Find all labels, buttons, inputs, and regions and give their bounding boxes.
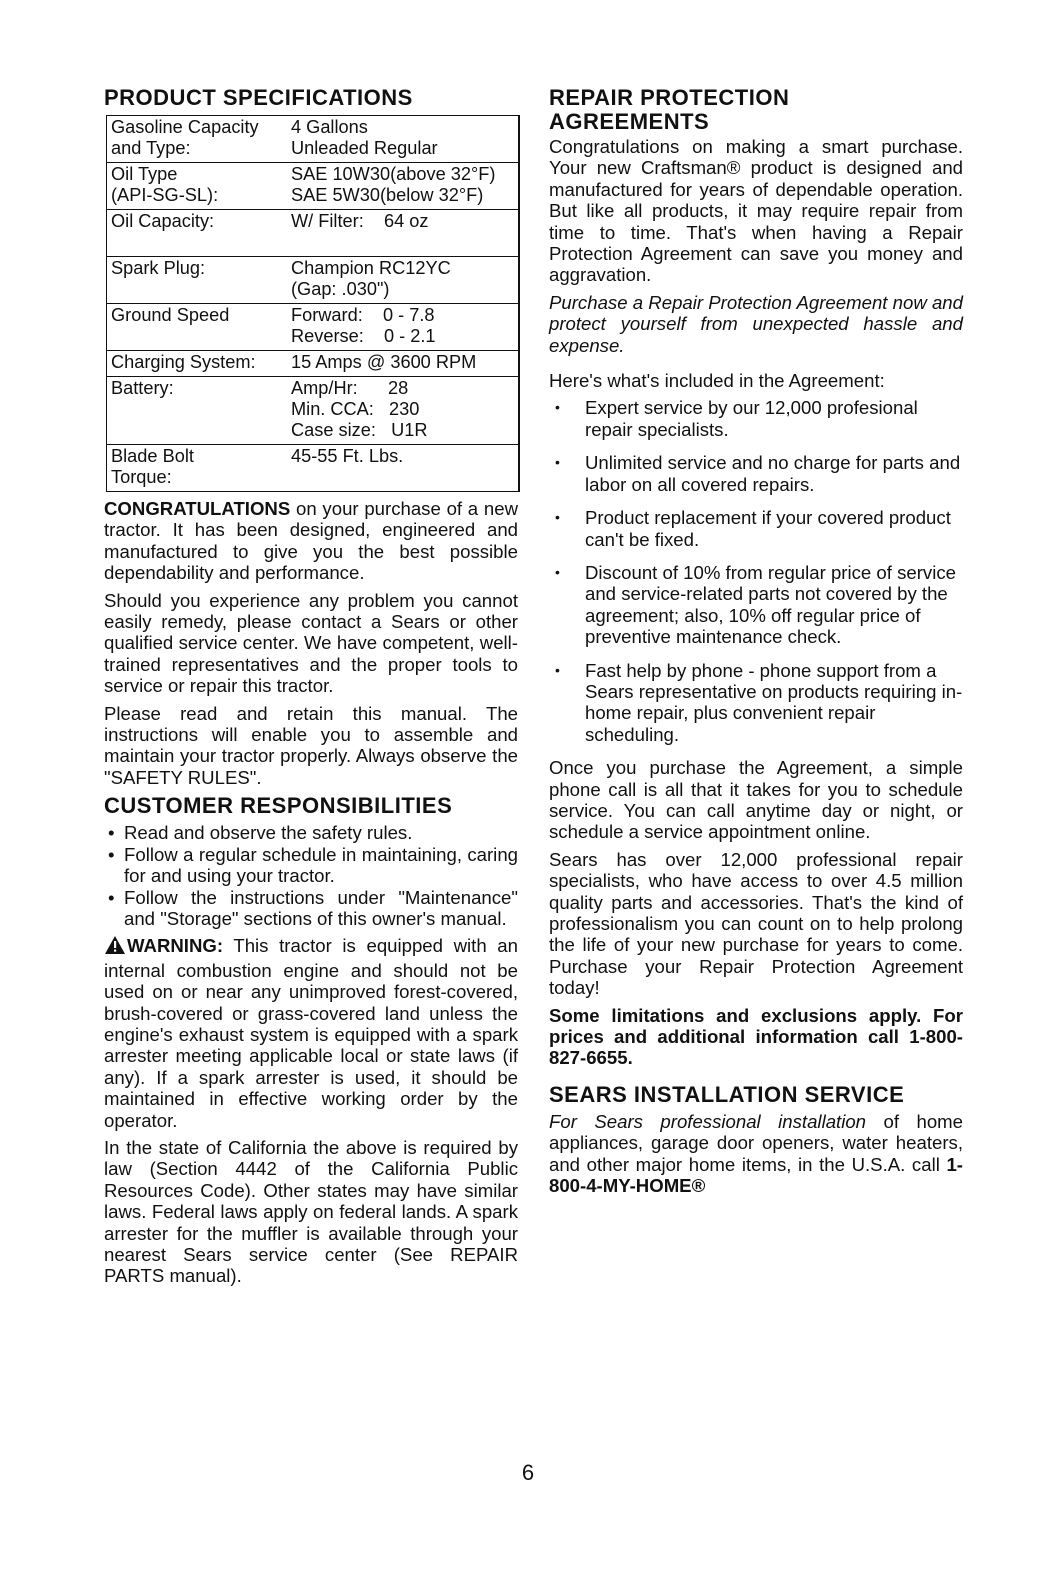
spec-row [107,116,520,163]
warning-triangle-icon [104,935,126,959]
customer-responsibilities-heading: CUSTOMER RESPONSIBILITIES [104,793,453,819]
congratulations-paragraph [104,498,518,584]
rpa-sears-paragraph: Sears has over 12,000 professional repair specialists, who have access to over 4.5 million quality parts and accessories. That's the kind of professionalism you can count on to help prolong the life of your new purchase for years to come. Purchase your Repair Protection Agreement today! [549,848,963,999]
spec-label: Ground Speed [107,304,288,351]
product-specifications-heading: PRODUCT SPECIFICATIONS [104,85,413,110]
spec-row [107,163,520,210]
warning-text: This tractor is equipped with an internal combustion engine and should not be used on or near any unimproved forest-covered, brush-covered or grass-covered land unless the engine's exhaust system is equipped with a spark arrester meeting applicable local or state laws (if any). If a spark arrester is used, it should be maintained in effective working order by the operator. [104,935,518,1131]
spec-label: Charging System: [107,351,288,377]
rpa-intro-paragraph: Congratulations on making a smart purchase. Your new Craftsman® product is designed and manufactured for years of dependable operation. But like all products, it may require repair from time to time. That's when having a Repair Protection Agreement can save you money and aggravation. [549,136,963,286]
rpa-benefit-item: • Fast help by phone - phone support from a Sears representative on products requiring in-home repair, plus convenient repair scheduling. [549,660,963,746]
spec-label: Spark Plug: [107,257,288,304]
rpa-italic-paragraph: Purchase a Repair Protection Agreement now and protect yourself from unexpected hassle and expense. [549,291,963,356]
warning-paragraph [104,935,518,1131]
warning-lead: WARNING: [127,935,224,957]
california-paragraph: In the state of California the above is required by law (Section 4442 of the California Public Resources Code). Other states may have similar laws. Federal laws apply on federal lands. A spark arrester for the muffler is available through your nearest Sears service center (See REPAIR PARTS manual). [104,1136,518,1287]
spec-row [107,210,520,257]
spec-value: 15 Amps @ 3600 RPM [291,352,477,372]
spec-label: Oil Capacity: [107,210,288,257]
spec-value: Forward: 0 - 7.8 Reverse: 0 - 2.1 [291,305,436,346]
congratulations-text: on your purchase of a new tractor. It has been designed, engineered and manufactured to give you the best possible dependability and performance. [104,498,518,584]
spec-value: W/ Filter: 64 oz [291,211,429,231]
left-column [104,86,518,1287]
spec-row [107,257,520,304]
right-column [549,86,963,1196]
rpa-benefit-item: • Product replacement if your covered product can't be fixed. [549,507,963,550]
rpa-once-paragraph: Once you purchase the Agreement, a simple phone call is all that it takes for you to schedule service. You can call anytime day or night, or schedule a service appointment online. [549,757,963,843]
responsibility-item: • Read and observe the safety rules. [104,822,518,843]
read-manual-paragraph: Please read and retain this manual. The instructions will enable you to assemble and maintain your tractor properly. Always observe the "SAFETY RULES". [104,702,518,788]
responsibility-item: • Follow a regular schedule in maintaining, caring for and using your tractor. [104,844,518,887]
installation-italic: For Sears professional installation [549,1110,867,1132]
congratulations-lead: CONGRATULATIONS [104,498,291,519]
specifications-table [106,115,520,492]
spec-label: Battery: [107,377,288,445]
problem-paragraph: Should you experience any problem you cannot easily remedy, please contact a Sears or other qualified service center. We have competent, well-trained representatives and the proper tools to service or repair this tractor. [104,589,518,697]
spec-row [107,377,520,445]
spec-row [107,445,520,492]
spec-label: Oil Type (API-SG-SL): [107,163,288,210]
responsibility-item: • Follow the instructions under "Maintenance" and "Storage" sections of this owner's manual. [104,887,518,930]
spec-row [107,351,520,377]
installation-text: of home appliances, garage door openers, water heaters, and other major home items, in the U.S.A. call [549,1110,963,1175]
spec-value: 4 Gallons Unleaded Regular [291,117,438,158]
spec-label: Blade Bolt Torque: [107,445,288,492]
rpa-benefits-list [549,397,963,745]
repair-protection-heading: REPAIR PROTECTION AGREEMENTS [549,85,790,134]
rpa-limitations-paragraph: Some limitations and exclusions apply. For prices and additional information call 1-800-827-6655. [549,1004,963,1069]
page-number: 6 [521,1460,535,1485]
rpa-benefit-item: • Unlimited service and no charge for parts and labor on all covered repairs. [549,452,963,495]
rpa-benefit-item: • Discount of 10% from regular price of service and service-related parts not covered by the agreement; also, 10% off regular price of preventive maintenance check. [549,562,963,648]
spec-value: SAE 10W30(above 32°F) SAE 5W30(below 32°F) [291,164,496,205]
installation-phone: 1-800-4-MY-HOME® [549,1153,963,1197]
rpa-included-paragraph: Here's what's included in the Agreement: [549,370,885,392]
spec-value: Amp/Hr: 28 Min. CCA: 230 Case size: U1R [291,378,428,440]
spec-row [107,304,520,351]
rpa-benefit-item: • Expert service by our 12,000 profesional repair specialists. [549,397,963,440]
responsibilities-list [104,822,518,929]
spec-value: 45-55 Ft. Lbs. [291,446,404,466]
spec-label: Gasoline Capacity and Type: [107,116,288,163]
installation-paragraph [549,1111,963,1197]
sears-installation-heading: SEARS INSTALLATION SERVICE [549,1081,905,1107]
spec-value: Champion RC12YC (Gap: .030") [291,258,451,299]
